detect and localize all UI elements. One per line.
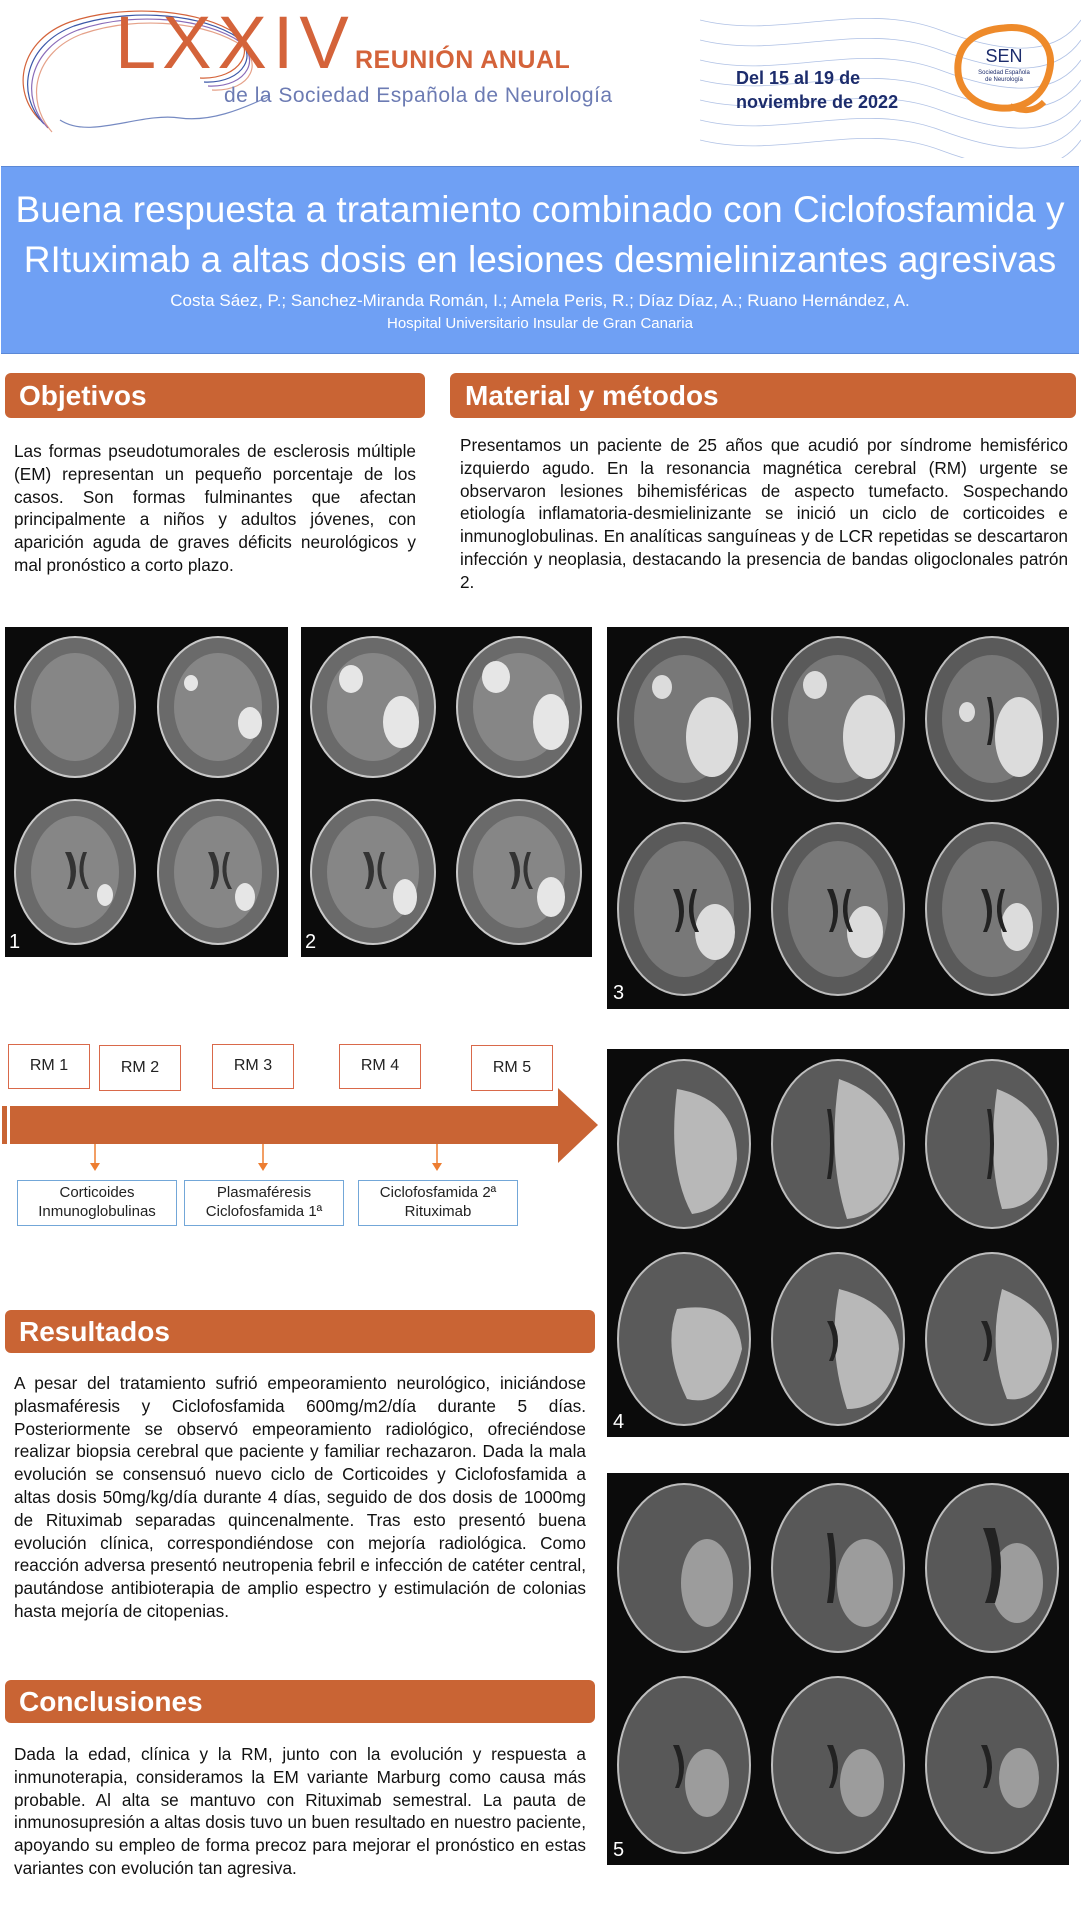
figure-label-3: 3 [613,982,625,1004]
dates-line-1: Del 15 al 19 de [736,68,861,88]
conclusiones-heading: Conclusiones [5,1680,595,1723]
conclusiones-text: Dada la edad, clínica y la RM, junto con la evolución y respuesta a inmunoterapia, consideramos la EM variante Marburg como causa más probable. Al alta se mantuvo con Rituximab semestral. La pauta de inmunosupresión a altas dosis tuvo un buen resultado en nuestro paciente, apoyando su empleo de forma precoz para mejorar el pronóstico en estas variantes con evolución tan agresiva. [14,1744,586,1878]
title-line-1: Buena respuesta a tratamiento combinado con Ciclofosfamida y [15,189,1065,230]
mri-figure-2 [301,627,592,957]
sen-logo [950,22,1058,114]
treatment-box-3 [358,1180,518,1226]
timeline-arrow [0,1087,600,1165]
mri-grid-5 [607,1473,1069,1865]
congress-number: LXXIV [115,1,355,84]
congress-title: REUNIÓN ANUAL [355,46,571,74]
treatment-timeline [0,1035,600,1235]
logo-text-2: de Neurología [985,77,1023,83]
figure-label-5: 5 [613,1839,625,1861]
treatment-1-line-1: Corticoides [59,1184,135,1201]
timeline-pointers [0,1163,600,1175]
rm-3-box: RM 3 [212,1044,294,1089]
treatment-3-line-2: Rituximab [404,1203,472,1220]
treatment-1-line-2: Inmunoglobulinas [38,1203,156,1220]
rm-4-box: RM 4 [339,1044,421,1089]
logo-text-1: Sociedad Española [978,70,1030,76]
treatment-2-line-1: Plasmaféresis [216,1184,312,1201]
treatment-3-line-1: Ciclofosfamida 2ª [379,1184,497,1201]
mri-figure-3 [607,627,1069,1009]
affiliation: Hospital Universitario Insular de Gran Canaria [387,315,693,332]
authors: Costa Sáez, P.; Sanchez-Miranda Román, I.; Amela Peris, R.; Díaz Díaz, A.; Ruano Hernández, A. [170,291,910,310]
metodos-heading: Material y métodos [450,373,1076,418]
mri-grid-1 [5,627,288,957]
title-banner [1,166,1079,354]
objetivos-heading: Objetivos [5,373,425,418]
figure-label-2: 2 [305,931,317,953]
figure-label-1: 1 [9,931,21,953]
mri-figure-1 [5,627,288,957]
treatment-2-line-2: Ciclofosfamida 1ª [205,1203,323,1220]
mri-figure-4 [607,1049,1069,1437]
metodos-text: Presentamos un paciente de 25 años que acudió por síndrome hemisférico izquierdo agudo. En la resonancia magnética cerebral (RM) urgente se observaron lesiones bihemisféricas de aspecto tumefacto. Sospechando etiología inflamatoria-desmielinizante se inició un ciclo de corticoides e inmunoglobulinas. En analíticas sanguíneas y de LCR repetidas se descartaron infección y neoplasia, destacando la presencia de bandas oligoclonales patrón 2. [460,435,1068,592]
dates-line-2: noviembre de 2022 [736,92,899,112]
title-line-2: RItuximab a altas dosis en lesiones desmielinizantes agresivas [23,239,1057,280]
congress-subtitle: de la Sociedad Española de Neurología [224,84,613,107]
rm-5-box: RM 5 [471,1045,553,1091]
resultados-text: A pesar del tratamiento sufrió empeoramiento neurológico, iniciándose plasmaféresis y Ciclofosfamida 600mg/m2/día durante 5 días. Posteriormente se observó empeoramiento radiológico, ofreciéndose realizar biopsia cerebral que paciente y familiar rechazaron. Dada la mala evolución se consensuó nuevo ciclo de Corticoides y Ciclofosfamida a altas dosis 50mg/kg/día durante 4 días, seguido de dos dosis de 1000mg de Rituximab separadas quincenalmente. Tras esto presentó buena evolución clínica, correspondiéndose con mejoría radiológica. Como reacción adversa presentó neutropenia febril e infección de catéter central, pautándose antibioterapia de amplio espectro y estimulación de colonias hasta mejoría de citopenias. [14,1373,586,1621]
congress-dates [736,66,936,114]
figure-label-4: 4 [613,1411,625,1433]
objetivos-text: Las formas pseudotumorales de esclerosis múltiple (EM) representan un pequeño porcentaje de los casos. Son formas fulminantes que afectan principalmente a niños y adultos jóvenes, con aparición aguda de graves déficits neurológicos y mal pronóstico a corto plazo. [14,441,416,575]
mri-grid-4 [607,1049,1069,1437]
rm-2-box: RM 2 [99,1045,181,1091]
mri-grid-2 [301,627,592,957]
logo-abbrev: SEN [985,46,1023,66]
mri-figure-5 [607,1473,1069,1865]
treatment-box-1 [17,1180,177,1226]
treatment-box-2 [184,1180,344,1226]
resultados-heading: Resultados [5,1310,595,1353]
congress-header [0,0,1081,158]
poster-title [1,185,1079,285]
mri-grid-3 [607,627,1069,1009]
rm-1-box: RM 1 [8,1044,90,1089]
